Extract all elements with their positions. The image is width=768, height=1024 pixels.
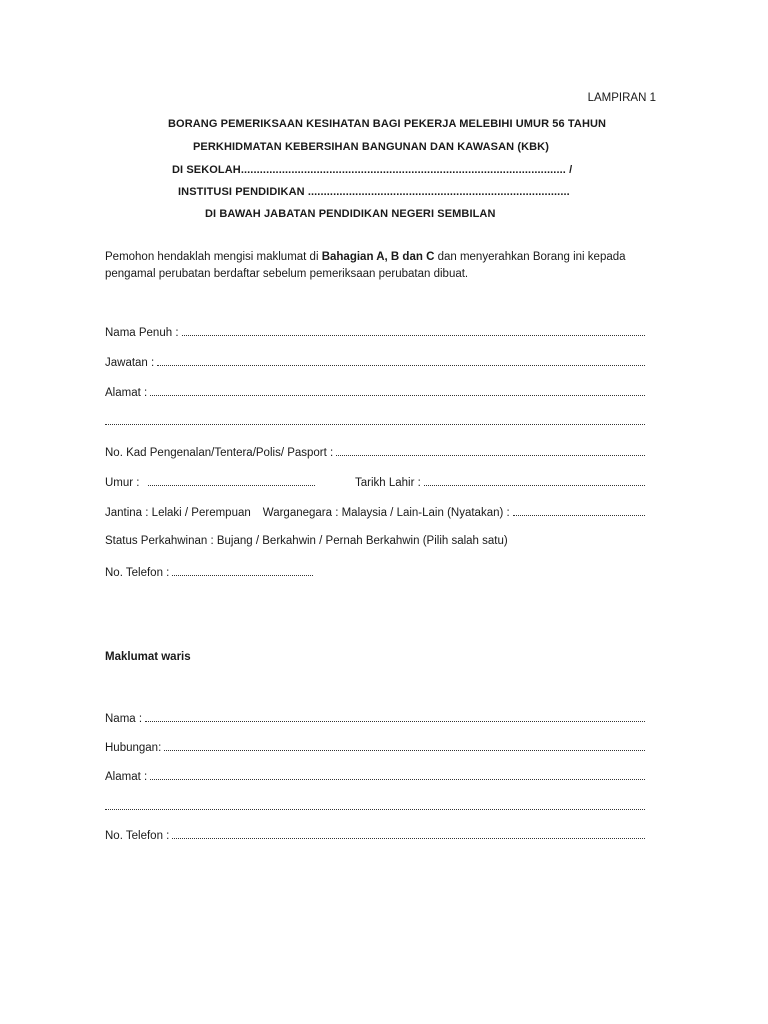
- field-label: No. Kad Pengenalan/Tentera/Polis/ Pasport :: [105, 447, 334, 459]
- field-label: Alamat :: [105, 387, 148, 399]
- field-warganegara-label: Warganegara : Malaysia / Lain-Lain (Nyatakan) :: [262, 507, 510, 519]
- form-title-line-4: INSTITUSI PENDIDIKAN ...................................................................................: [178, 186, 570, 198]
- fill-line[interactable]: [105, 414, 645, 425]
- annex-label: LAMPIRAN 1: [587, 92, 656, 104]
- field-label: Nama Penuh :: [105, 327, 179, 339]
- field-jantina-label: Jantina : Lelaki / Perempuan: [105, 507, 251, 519]
- fill-line[interactable]: [105, 799, 645, 810]
- fill-line[interactable]: [148, 475, 316, 486]
- fill-line[interactable]: [172, 565, 313, 576]
- intro-text-end: dan menyerahkan Borang ini kepada pengamal perubatan berdaftar sebelum pemeriksaan perubatan dibuat.: [105, 251, 626, 280]
- field-status-perkahwinan: [105, 535, 508, 547]
- field-label: Umur :: [105, 477, 140, 489]
- field-alamat-line-2[interactable]: [105, 414, 645, 425]
- intro-text-start: Pemohon hendaklah mengisi maklumat di: [105, 251, 322, 263]
- field-no-telefon[interactable]: [105, 565, 313, 579]
- field-alamat[interactable]: [105, 385, 645, 399]
- field-label: Status Perkahwinan : Bujang / Berkahwin / Pernah Berkahwin (Pilih salah satu): [105, 535, 508, 547]
- fill-line[interactable]: [336, 445, 645, 456]
- fill-line[interactable]: [150, 385, 645, 396]
- field-label: No. Telefon :: [105, 567, 170, 579]
- fill-line[interactable]: [157, 355, 645, 366]
- field-label: Jawatan :: [105, 357, 155, 369]
- field-waris-alamat[interactable]: [105, 769, 645, 783]
- form-title-line-2: PERKHIDMATAN KEBERSIHAN BANGUNAN DAN KAWASAN (KBK): [193, 141, 549, 153]
- form-title-line-5: DI BAWAH JABATAN PENDIDIKAN NEGERI SEMBILAN: [205, 208, 496, 220]
- field-waris-alamat-line-2[interactable]: [105, 799, 645, 810]
- field-waris-hubungan[interactable]: [105, 740, 645, 754]
- field-label: Tarikh Lahir :: [355, 477, 421, 489]
- intro-paragraph: [105, 249, 665, 283]
- fill-line[interactable]: [513, 505, 645, 516]
- field-waris-no-telefon[interactable]: [105, 828, 645, 842]
- fill-line[interactable]: [172, 828, 645, 839]
- field-jantina-warganegara[interactable]: [105, 505, 645, 519]
- fill-line[interactable]: [150, 769, 645, 780]
- field-no-kp[interactable]: [105, 445, 645, 459]
- fill-line[interactable]: [164, 740, 645, 751]
- field-label: Alamat :: [105, 771, 148, 783]
- form-title-line-1: BORANG PEMERIKSAAN KESIHATAN BAGI PEKERJA MELEBIHI UMUR 56 TAHUN: [168, 118, 607, 130]
- fill-line[interactable]: [424, 475, 645, 486]
- fill-line[interactable]: [145, 711, 645, 722]
- field-label: No. Telefon :: [105, 830, 170, 842]
- section-heading-waris: Maklumat waris: [105, 651, 191, 663]
- field-tarikh-lahir[interactable]: [355, 475, 645, 489]
- field-label: Hubungan:: [105, 742, 162, 754]
- intro-text-bold: Bahagian A, B dan C: [321, 251, 435, 263]
- form-title-line-3: DI SEKOLAH....................................................................................................... /: [172, 164, 573, 176]
- field-umur[interactable]: [105, 475, 315, 489]
- field-waris-nama[interactable]: [105, 711, 645, 725]
- field-jawatan[interactable]: [105, 355, 645, 369]
- fill-line[interactable]: [182, 325, 645, 336]
- field-nama-penuh[interactable]: [105, 325, 645, 339]
- field-label: Nama :: [105, 713, 143, 725]
